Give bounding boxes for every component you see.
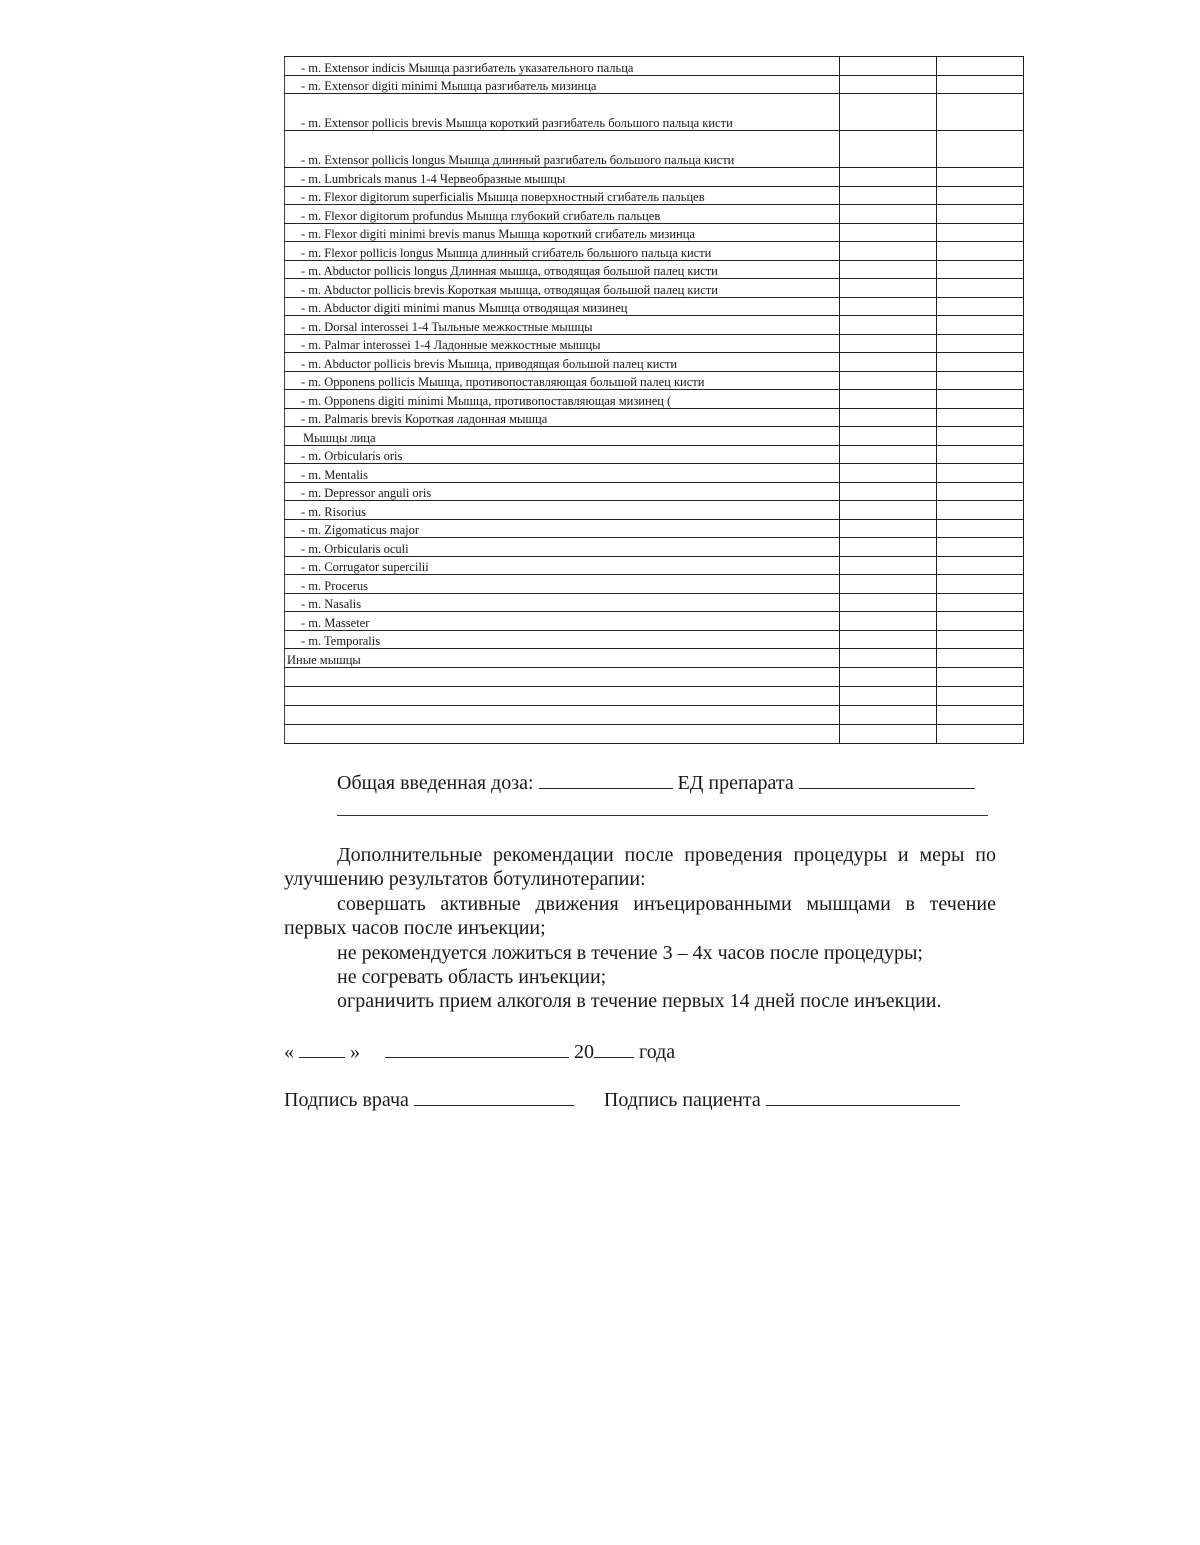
muscle-name: - m. Abductor pollicis brevis Мышца, приводящая большой палец кисти [285,353,840,372]
table-row [285,131,1024,168]
points-cell[interactable] [937,131,1024,168]
date-open-quote: « [284,1041,294,1063]
muscle-name: - m. Extensor indicis Мышца разгибатель указательного пальца [285,57,840,76]
section-row-face [285,427,1024,446]
section-row-other [285,649,1024,668]
dose-cell[interactable] [840,94,937,131]
table-row [285,223,1024,242]
dose-cell[interactable] [840,242,937,261]
table-row [285,575,1024,594]
points-cell[interactable] [937,667,1024,686]
table-row [285,334,1024,353]
table-row [285,556,1024,575]
doctor-signature-field[interactable] [414,1087,574,1106]
other-section-header: Иные мышцы [285,649,840,668]
points-cell[interactable] [937,390,1024,409]
table-row [285,279,1024,298]
muscle-name: - m. Lumbricals manus 1-4 Червеобразные мышцы [285,168,840,187]
empty-row [285,705,1024,724]
points-cell[interactable] [937,686,1024,705]
points-cell[interactable] [937,482,1024,501]
dose-amount-field[interactable] [539,770,673,789]
muscle-name: - m. Opponens pollicis Мышца, противопоставляющая большой палец кисти [285,371,840,390]
empty-row [285,686,1024,705]
empty-muscle-cell[interactable] [285,686,840,705]
muscle-name: - m. Temporalis [285,630,840,649]
points-cell[interactable] [937,724,1024,743]
muscle-name: - m. Mentalis [285,464,840,483]
muscle-name: - m. Risorius [285,501,840,520]
muscle-name: - m. Opponens digiti minimi Мышца, противопоставляющая мизинец ( [285,390,840,409]
dose-cell[interactable] [840,334,937,353]
table-row [285,316,1024,335]
table-row [285,519,1024,538]
table-row [285,482,1024,501]
points-cell[interactable] [937,705,1024,724]
recommendation-item-3: не согревать область инъекции; [337,966,607,988]
patient-signature-label: Подпись пациента [603,1089,761,1111]
muscle-name: - m. Abductor pollicis longus Длинная мышца, отводящая большой палец кисти [285,260,840,279]
dose-extra-line[interactable] [337,815,988,816]
dose-cell[interactable] [840,427,937,446]
dose-cell[interactable] [840,445,937,464]
dose-cell[interactable] [840,279,937,298]
points-cell[interactable] [937,94,1024,131]
dose-cell[interactable] [840,501,937,520]
points-cell[interactable] [937,242,1024,261]
dose-label: Общая введенная доза: [337,772,534,794]
dose-cell[interactable] [840,482,937,501]
points-cell[interactable] [937,57,1024,76]
table-row [285,445,1024,464]
dose-cell[interactable] [840,57,937,76]
dose-cell[interactable] [840,464,937,483]
points-cell[interactable] [937,260,1024,279]
table-row [285,242,1024,261]
recommendation-item-1: совершать активные движения инъецированными мышцами в течение первых часов после инъекции; [284,893,996,939]
year-prefix: 20 [574,1041,594,1063]
doctor-signature-label: Подпись врача [284,1089,409,1111]
dose-cell[interactable] [840,667,937,686]
dose-line [284,770,996,795]
points-cell[interactable] [937,427,1024,446]
empty-muscle-cell[interactable] [285,724,840,743]
dose-cell[interactable] [840,612,937,631]
table-row [285,75,1024,94]
muscle-name: - m. Zigomaticus major [285,519,840,538]
month-field[interactable] [385,1039,569,1058]
table-row [285,297,1024,316]
dose-cell[interactable] [840,630,937,649]
table-row [285,57,1024,76]
points-cell[interactable] [937,279,1024,298]
muscle-name: - m. Corrugator supercilii [285,556,840,575]
dose-cell[interactable] [840,519,937,538]
table-row [285,260,1024,279]
muscle-dose-table [284,56,1024,744]
muscle-name: - m. Procerus [285,575,840,594]
dose-cell[interactable] [840,705,937,724]
dose-cell[interactable] [840,371,937,390]
year-field[interactable] [594,1039,634,1058]
muscle-name: - m. Flexor digiti minimi brevis manus Мышца короткий сгибатель мизинца [285,223,840,242]
dose-units-label: ЕД препарата [677,772,794,794]
muscle-name: - m. Extensor pollicis brevis Мышца короткий разгибатель большого пальца кисти [285,94,840,131]
muscle-name: - m. Dorsal interossei 1-4 Тыльные межкостные мышцы [285,316,840,335]
points-cell[interactable] [937,297,1024,316]
dose-cell[interactable] [840,205,937,224]
points-cell[interactable] [937,630,1024,649]
table-row [285,186,1024,205]
dose-cell[interactable] [840,556,937,575]
table-row [285,630,1024,649]
points-cell[interactable] [937,445,1024,464]
table-row [285,464,1024,483]
dose-cell[interactable] [840,593,937,612]
year-word: года [639,1041,676,1063]
table-row [285,408,1024,427]
face-section-header: Мышцы лица [285,427,840,446]
dose-cell[interactable] [840,131,937,168]
dose-cell[interactable] [840,408,937,427]
points-cell[interactable] [937,186,1024,205]
points-cell[interactable] [937,649,1024,668]
points-cell[interactable] [937,75,1024,94]
drug-name-field[interactable] [799,770,975,789]
table-row [285,371,1024,390]
recommendation-item-4: ограничить прием алкоголя в течение первых 14 дней после инъекции. [337,990,942,1012]
muscle-name: - m. Abductor pollicis brevis Короткая мышца, отводящая большой палец кисти [285,279,840,298]
empty-muscle-cell[interactable] [285,667,840,686]
points-cell[interactable] [937,371,1024,390]
muscle-table-body [285,57,1024,744]
muscle-name: - m. Flexor pollicis longus Мышца длинный сгибатель большого пальца кисти [285,242,840,261]
table-row [285,205,1024,224]
table-row [285,94,1024,131]
dose-cell[interactable] [840,538,937,557]
muscle-name: - m. Orbicularis oculi [285,538,840,557]
recommendation-item-2: не рекомендуется ложиться в течение 3 – 4х часов после процедуры; [337,942,923,964]
empty-row [285,667,1024,686]
points-cell[interactable] [937,408,1024,427]
signature-line [284,1087,960,1112]
muscle-name: - m. Extensor pollicis longus Мышца длинный разгибатель большого пальца кисти [285,131,840,168]
table-row [285,390,1024,409]
dose-cell[interactable] [840,223,937,242]
dose-cell[interactable] [840,353,937,372]
dose-cell[interactable] [840,186,937,205]
table-row [285,593,1024,612]
empty-muscle-cell[interactable] [285,705,840,724]
date-close-quote: » [350,1041,360,1063]
recommendations-intro: Дополнительные рекомендации после проведения процедуры и меры по улучшению результатов ботулинотерапии: [284,844,996,890]
points-cell[interactable] [937,501,1024,520]
dose-cell[interactable] [840,260,937,279]
dose-cell[interactable] [840,168,937,187]
muscle-name: - m. Nasalis [285,593,840,612]
muscle-name: - m. Masseter [285,612,840,631]
dose-cell[interactable] [840,297,937,316]
points-cell[interactable] [937,223,1024,242]
points-cell[interactable] [937,168,1024,187]
points-cell[interactable] [937,353,1024,372]
muscle-name: - m. Extensor digiti minimi Мышца разгибатель мизинца [285,75,840,94]
dose-cell[interactable] [840,390,937,409]
table-row [285,612,1024,631]
points-cell[interactable] [937,612,1024,631]
dose-cell[interactable] [840,649,937,668]
dose-cell[interactable] [840,75,937,94]
points-cell[interactable] [937,575,1024,594]
points-cell[interactable] [937,464,1024,483]
muscle-name: - m. Orbicularis oris [285,445,840,464]
date-line [284,1039,675,1064]
points-cell[interactable] [937,538,1024,557]
points-cell[interactable] [937,593,1024,612]
muscle-name: - m. Palmaris brevis Короткая ладонная мышца [285,408,840,427]
empty-row [285,724,1024,743]
patient-signature-field[interactable] [766,1087,960,1106]
table-row [285,501,1024,520]
dose-cell[interactable] [840,316,937,335]
table-row [285,353,1024,372]
muscle-name: - m. Depressor anguli oris [285,482,840,501]
muscle-name: - m. Abductor digiti minimi manus Мышца отводящая мизинец [285,297,840,316]
muscle-name: - m. Palmar interossei 1-4 Ладонные межкостные мышцы [285,334,840,353]
table-row [285,168,1024,187]
dose-cell[interactable] [840,686,937,705]
points-cell[interactable] [937,556,1024,575]
dose-cell[interactable] [840,724,937,743]
points-cell[interactable] [937,519,1024,538]
muscle-name: - m. Flexor digitorum superficialis Мышца поверхностный сгибатель пальцев [285,186,840,205]
day-field[interactable] [299,1039,345,1058]
muscle-name: - m. Flexor digitorum profundus Мышца глубокий сгибатель пальцев [285,205,840,224]
dose-cell[interactable] [840,575,937,594]
points-cell[interactable] [937,205,1024,224]
points-cell[interactable] [937,316,1024,335]
table-row [285,538,1024,557]
points-cell[interactable] [937,334,1024,353]
